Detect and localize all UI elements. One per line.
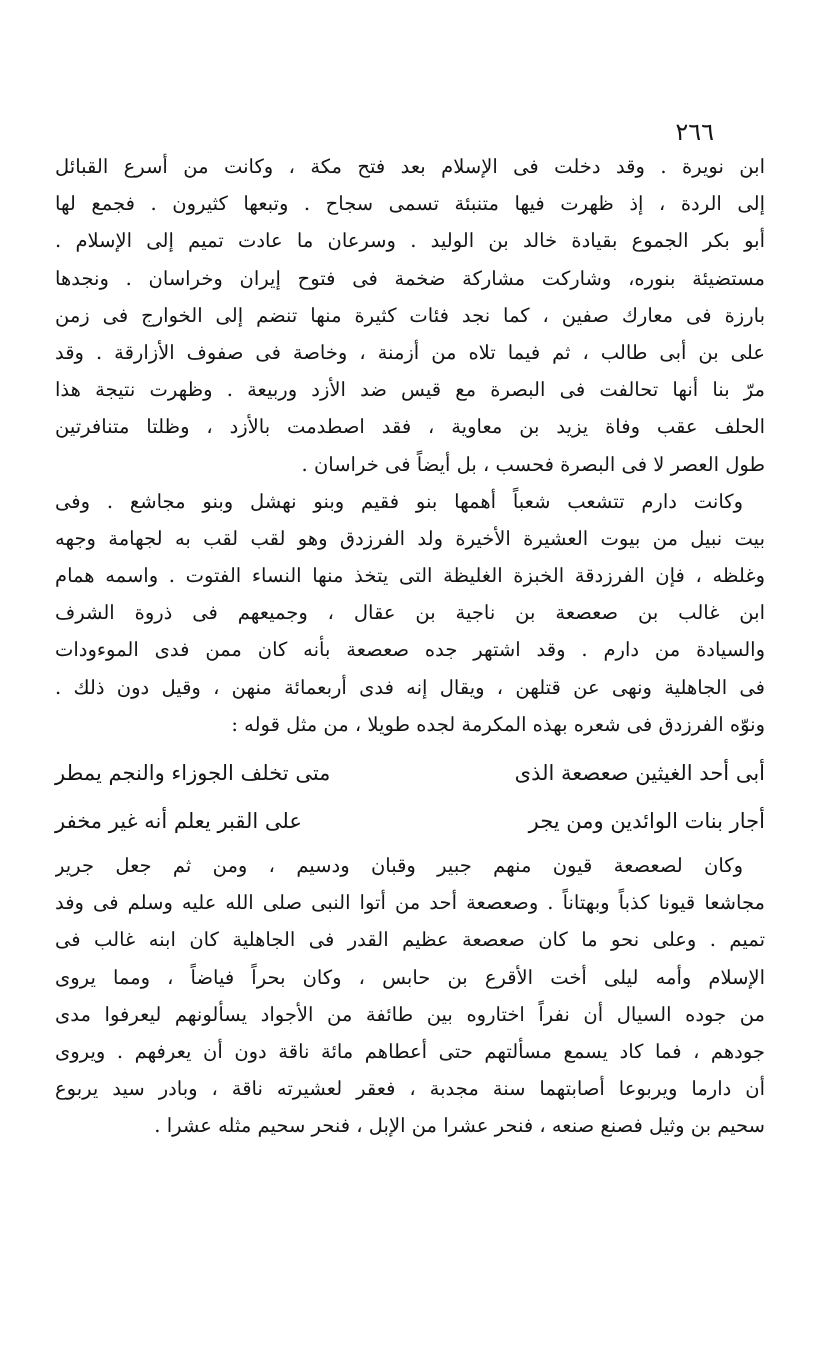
- text-line: فى الجاهلية ونهى عن قتلهن ، ويقال إنه فدى أربعمائة منهن ، وقيل دون ذلك .: [55, 675, 765, 699]
- text-line: مستضيئة بنوره، وشاركت مشاركة ضخمة فى فتوح إيران وخراسان . ونجدها: [55, 266, 765, 290]
- poem: [55, 749, 765, 845]
- text-line: من جوده السيال أن نفراً اختاروه بين طائفة من الأجواد يسألونهم ليعرفوا مدى: [55, 1002, 765, 1026]
- page-number: ٢٦٦: [675, 118, 714, 146]
- paragraph-3: [55, 847, 765, 1145]
- text-line: وكان لصعصعة قيون منهم جبير وقبان ودسيم ، ومن ثم جعل جرير: [55, 854, 743, 877]
- text-line: سحيم بن وثيل فصنع صنعه ، فنحر عشرا من الإبل ، فنحر سحيم مثله عشرا .: [154, 1114, 765, 1138]
- text-line: ابن غالب بن صعصعة بن ناجية بن عقال ، وجميعهم فى ذروة الشرف: [55, 601, 765, 625]
- text-line: والسيادة من دارم . وقد اشتهر جده صعصعة بأنه كان ممن فدى الموءودات: [55, 638, 765, 662]
- text-line: مجاشعا قيونا كذباً وبهتاناً . وصعصعة أحد من أتوا النبى صلى الله عليه وسلم فى وفد: [55, 891, 765, 915]
- text-line: إلى الردة ، إذ ظهرت فيها متنبئة تسمى سجاح . وتبعها كثيرون . فجمع لها: [55, 192, 765, 216]
- paragraph-2: [55, 483, 765, 743]
- text-line: على بن أبى طالب ، ثم فيما تلاه من أزمنة ، وخاصة فى صفوف الأزارقة . وقد: [55, 340, 765, 364]
- text-line: الحلف عقب وفاة يزيد بن معاوية ، فقد اصطدمت بالأزد ، وظلتا متنافرتين: [55, 415, 765, 439]
- verse-second-hemistich: على القبر يعلم أنه غير مخفر: [55, 809, 302, 833]
- text-line: تميم . وعلى نحو ما كان صعصعة عظيم القدر فى الجاهلية كان ابنه غالب فى: [55, 928, 765, 952]
- verse-line: [55, 749, 765, 797]
- verse-first-hemistich: أجار بنات الوائدين ومن يجر: [528, 809, 765, 833]
- text-line: بيت نبيل من بيوت العشيرة الأخيرة ولد الفرزدق وهو لقب لقب به لجهامة وجهه: [55, 526, 765, 550]
- verse-line: [55, 797, 765, 845]
- text-line: أبو بكر الجموع بقيادة خالد بن الوليد . وسرعان ما عادت تميم إلى الإسلام .: [55, 229, 765, 253]
- paragraph-1: [55, 148, 765, 483]
- text-line: وغلظه ، فإن الفرزدقة الخبزة الغليظة التى يتخذ منها النساء الفتوت . واسمه همام: [55, 564, 765, 588]
- body-text: [55, 148, 765, 1145]
- text-line: جودهم ، فما كاد يسمع مسألتهم حتى أعطاهم مائة ناقة دون أن يعرفهم . ويروى: [55, 1039, 765, 1063]
- text-line: الإسلام وأمه ليلى أخت الأقرع بن حابس ، وكان بحراً فياضاً ، ومما يروى: [55, 965, 765, 989]
- text-line: بارزة فى معارك صفين ، كما نجد فئات كثيرة منها تنضم إلى الخوارج فى زمن: [55, 303, 765, 327]
- text-line: طول العصر لا فى البصرة فحسب ، بل أيضاً فى خراسان .: [301, 452, 765, 476]
- text-line: وكانت دارم تتشعب شعباً أهمها بنو فقيم وبنو نهشل وبنو مجاشع . وفى: [55, 489, 743, 513]
- text-line: ابن نويرة . وقد دخلت فى الإسلام بعد فتح مكة ، وكانت من أسرع القبائل: [55, 155, 765, 178]
- text-line: ونوّه الفرزدق فى شعره بهذه المكرمة لجده طويلا ، من مثل قوله :: [231, 712, 765, 736]
- text-line: أن دارما ويربوعا أصابتهما سنة مجدبة ، فعقر لعشيرته ناقة ، وبادر سيد يربوع: [55, 1077, 765, 1101]
- text-line: مرّ بنا أنها تحالفت فى البصرة مع قيس ضد الأزد وربيعة . وظهرت نتيجة هذا: [55, 378, 765, 402]
- verse-first-hemistich: أبى أحد الغيثين صعصعة الذى: [514, 761, 765, 785]
- verse-second-hemistich: متى تخلف الجوزاء والنجم يمطر: [55, 761, 331, 785]
